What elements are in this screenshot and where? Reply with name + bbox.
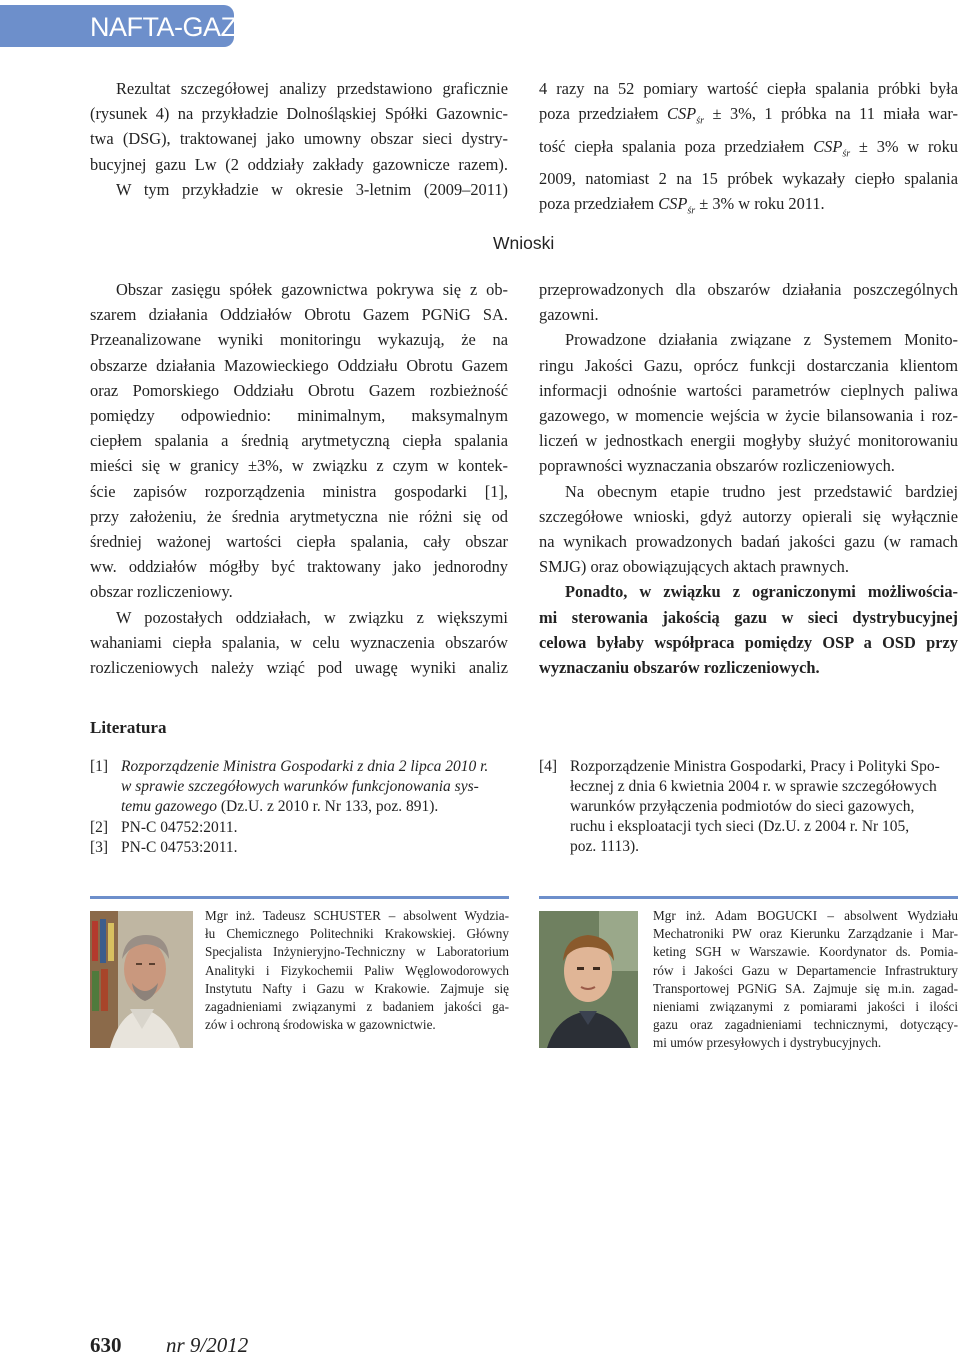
author-photo-schuster (90, 911, 193, 1048)
journal-title: NAFTA-GAZ (90, 12, 237, 42)
text-line: obszar rozliczeniowy. (90, 582, 233, 602)
text-line: ciepłem spalania a średnią arytmetyczną ciepła spalania (90, 431, 508, 451)
text-line: W pozostałych oddziałach, w związku z większymi (116, 607, 508, 627)
text-line: szczegółowe wnioski, gdyż autorzy opierali się wyłącznie (539, 506, 958, 526)
author-bio-schuster (205, 907, 509, 1034)
text-line: informacji odnośnie wartości parametrów cieplnych paliwa (539, 380, 958, 400)
text-line: tość ciepła spalania poza przedziałem $CSP_{śr} \pm 3\%$ w roku (539, 136, 958, 159)
text-line: wahaniami ciepła spalania, w celu wyznaczenia obszarów (90, 632, 508, 652)
text-line: 2009, natomiast 2 na 15 próbek wykazały ciepło spalania (539, 169, 958, 189)
reference-item: [1] Rozporządzenie Ministra Gospodarki z dnia 2 lipca 2010 r. w sprawie szczegółowych warunków funkcjonowania sys- temu gazowego (Dz.U. z 2010 r. Nr 133, poz. 891). (90, 758, 489, 815)
reference-item: [3] PN-C 04753:2011. (90, 839, 238, 856)
text-line: 4 razy na 52 pomiary wartość ciepła spalania próbki była (539, 79, 958, 98)
bio-line: łu Chemicznego Politechniki Krakowskiej. Główny (205, 926, 509, 942)
bio-line: Mgr inż. Tadeusz SCHUSTER – absolwent Wydzia- (205, 908, 509, 923)
text-line: SMJG) oraz obowiązujących aktach prawnych. (539, 557, 849, 577)
text-line: oraz Pomorskiego Oddziału Obrotu Gazem rozbieżność (90, 380, 508, 400)
bio-line: Analityki i Fizykochemii Paliw Węglowodorowych (205, 962, 509, 978)
author-bio-bogucki (653, 907, 958, 1053)
text-line: poza przedziałem $CSP_{śr} \pm 3\%$, 1 próbka na 11 miała war- (539, 104, 958, 127)
text-line: twa (DSG), traktowanej jako umowny obszar sieci dystry- (90, 129, 508, 149)
text-line: Prowadzone działania związane z Systemem Monito- (565, 330, 958, 350)
text-line: obszarze działania Mazowieckiego Oddziału Obrotu Gazem (90, 355, 508, 375)
author-divider (90, 896, 509, 899)
text-line: (rysunek 4) na przykładzie Dolnośląskiej Spółki Gazownic- (90, 104, 508, 124)
text-line: celowa byłaby współpraca pomiędzy OSP a OSD przy (539, 632, 958, 652)
bio-line: zagadnieniami związanymi z badaniem jakości ga- (205, 999, 509, 1015)
section-heading-wnioski: Wnioski (493, 233, 555, 253)
text-line: na wynikach prowadzonych badań jakości gazu (w ramach (539, 532, 958, 552)
text-line: rozliczeniowych należy wziąć pod uwagę wyniki analiz (90, 658, 508, 678)
author-divider (539, 896, 958, 899)
bio-line: Instytutu Nafty i Gazu w Krakowie. Zajmuje się (205, 980, 509, 996)
bio-line: Mgr inż. Adam BOGUCKI – absolwent Wydziału (653, 908, 958, 923)
text-line: Obszar zasięgu spółek gazownictwa pokrywa się z ob- (116, 280, 508, 299)
references-heading: Literatura (90, 718, 167, 737)
issue-number: nr 9/2012 (166, 1333, 249, 1357)
text-line: poprawności wyznaczania obszarów rozliczeniowych. (539, 456, 895, 476)
bio-line: Mechatroniki PW oraz Kierunku Zarządzanie i Mar- (653, 926, 958, 942)
bio-line: nieniami związanymi z pomiarami jakości i ilości (653, 999, 958, 1015)
bio-line: rów i Jakości Gazu w Departamencie Infrastruktury (653, 962, 958, 978)
bio-line: gazu oraz zagadnieniami technicznymi, dotyczący- (653, 1017, 958, 1033)
text-line: średniej ważonej wartości ciepła spalania, cały obszar (90, 532, 508, 552)
text-line: bucyjnej gazu Lw (2 oddziały zakłady gazownicze razem). (90, 154, 508, 174)
text-line: Na obecnym etapie trudno jest przedstawić bardziej (565, 481, 958, 501)
text-line: szarem działania Oddziałów Obrotu Gazem PGNiG SA. (90, 305, 508, 325)
bio-line: Transportowej PGNiG SA. Zajmuje się m.in. zagad- (653, 980, 958, 996)
text-line: przeprowadzonych dla obszarów działania poszczególnych (539, 280, 958, 299)
bio-line: zów i ochroną środowiska w gazownictwie. (205, 1017, 436, 1033)
bio-line: Specjalista Inżynieryjno-Techniczny w Laboratorium (205, 944, 509, 960)
text-line: ww. oddziałów mógłby być traktowany jako jednorodny (90, 557, 508, 577)
text-line: wyznaczaniu obszarów rozliczeniowych. (539, 658, 820, 678)
text-line: Przeanalizowane wyniki monitoringu wykazują, że na (90, 330, 508, 350)
text-line: liczeń w jednostkach energii mogłyby służyć monitorowaniu (539, 431, 958, 451)
intro-left-column (90, 76, 508, 202)
bio-line: mi umów przesyłowych i dystrybucyjnych. (653, 1035, 882, 1051)
reference-item: [2] PN-C 04752:2011. (90, 819, 238, 836)
text-line: pomiędzy odpowiednio: minimalnym, maksymalnym (90, 406, 508, 426)
text-line: Rezultat szczegółowej analizy przedstawiono graficznie (116, 79, 508, 98)
text-line: ście zapisów rozporządzenia ministra gospodarki [1], (90, 481, 508, 501)
page-number: 630 (90, 1333, 122, 1357)
text-line: W tym przykładzie w okresie 3-letnim (2009–2011) (116, 179, 508, 199)
text-line: ringu Jakości Gazu, oprócz funkcji dostarczania klientom (539, 355, 958, 375)
conclusions-right-column (539, 277, 958, 680)
author-photo-bogucki (539, 911, 638, 1048)
text-line: gazowni. (539, 305, 599, 325)
text-line: Ponadto, w związku z ograniczonymi możliwościa- (565, 582, 958, 602)
text-line: mieści się w granicy ±3%, w związku z czym w kontek- (90, 456, 508, 476)
intro-right-column (539, 76, 958, 224)
reference-item: [4] Rozporządzenie Ministra Gospodarki, Pracy i Polityki Spo- łecznej z dnia 6 kwietnia 2004 r. w sprawie szczegółowych warunków przyłączenia podmiotów do sieci gazowych, ruchu i eksploatacji tych sieci (Dz.U. z 2004 r. Nr 105, poz. 1113). (539, 758, 940, 855)
conclusions-left-column (90, 277, 508, 680)
text-line: poza przedziałem $CSP_{śr} \pm 3\%$ w roku 2011. (539, 194, 825, 217)
text-line: przy założeniu, że średnia arytmetyczna nie różni się od (90, 506, 508, 526)
bio-line: keting SGH w Warszawie. Koordynator ds. Pomia- (653, 944, 958, 960)
text-line: mi sterowania jakością gazu w sieci dystrybucyjnej (539, 607, 958, 627)
text-line: gazowego, w momencie wejścia w życie bilansowania i roz- (539, 406, 958, 426)
